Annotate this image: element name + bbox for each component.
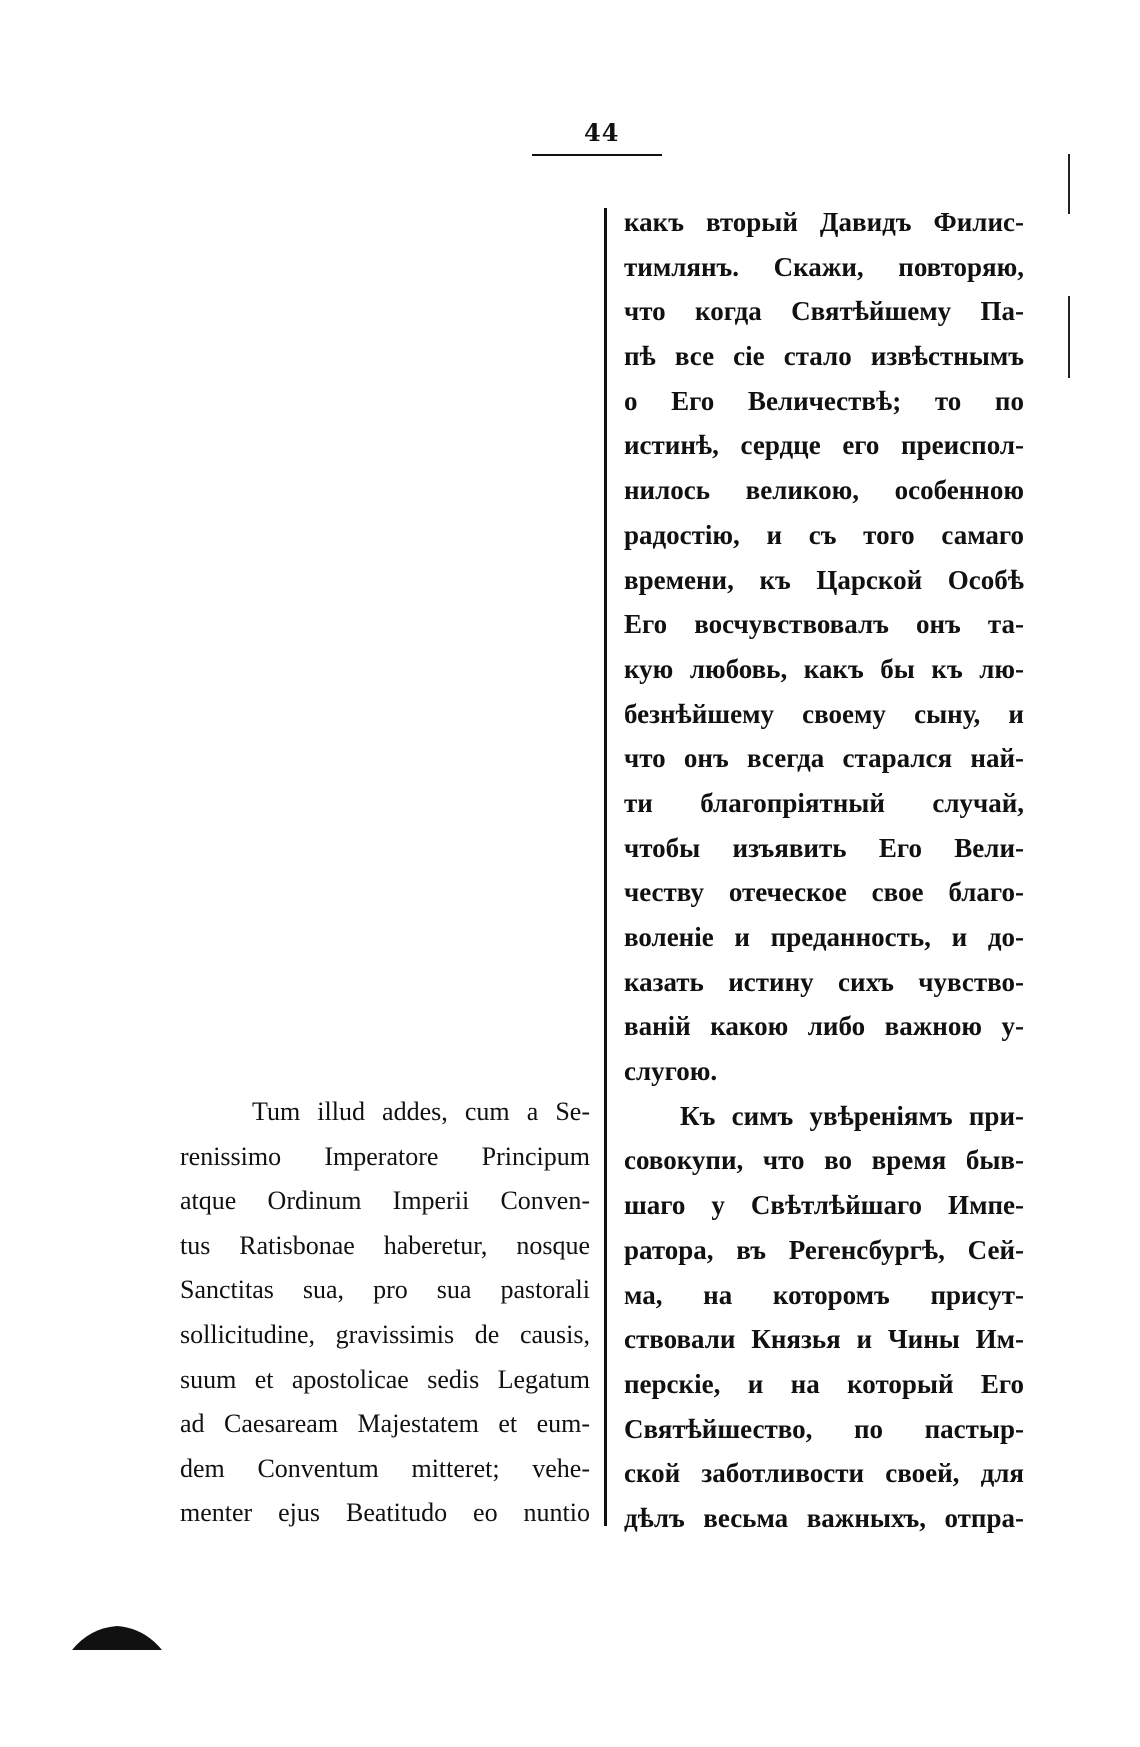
russian-line: что онъ всегда старался най- <box>624 743 1024 774</box>
russian-column <box>624 200 1024 1541</box>
tailpiece-ornament-icon <box>72 1624 162 1650</box>
russian-line: честву отеческое свое благо- <box>624 877 1024 908</box>
edge-mark-top <box>1068 154 1070 214</box>
latin-line: Tum illud addes, cum a Se- <box>252 1097 590 1126</box>
russian-line: перскіе, и на который Его <box>624 1368 1024 1399</box>
latin-line: Sanctitas sua, pro sua pastorali <box>180 1275 590 1305</box>
column-divider <box>604 208 607 1526</box>
russian-line: слугою. <box>624 1056 718 1087</box>
russian-line: кую любовь, какъ бы къ лю- <box>624 653 1024 684</box>
russian-line: совокупи, что во время быв- <box>624 1145 1024 1176</box>
latin-line: dem Conventum mitteret; vehe- <box>180 1453 590 1483</box>
russian-line: ской заботливости своей, для <box>624 1458 1024 1489</box>
russian-line: воленіе и преданность, и до- <box>624 922 1024 952</box>
russian-line: времени, къ Царской Особѣ <box>624 564 1024 595</box>
russian-line: Къ симъ увѣреніямъ при- <box>680 1100 1024 1131</box>
latin-line: renissimo Imperatore Principum <box>180 1141 590 1171</box>
russian-line: безнѣйшему своему сыну, и <box>624 698 1024 729</box>
russian-line: шаго у Свѣтлѣйшаго Импе- <box>624 1190 1024 1221</box>
russian-line: Святѣйшество, по пастыр- <box>624 1413 1024 1444</box>
russian-line: ствовали Князья и Чины Им- <box>624 1324 1024 1355</box>
latin-line: atque Ordinum Imperii Conven- <box>180 1186 590 1216</box>
russian-line: истинѣ, сердце его преиспол- <box>624 430 1024 461</box>
russian-line: о Его Величествѣ; то по <box>624 385 1024 416</box>
russian-line: дѣлъ весьма важныхъ, отпра- <box>624 1502 1024 1533</box>
russian-line: какъ вторый Давидъ Филис- <box>624 207 1024 237</box>
russian-line: ти благопріятный случай, <box>624 787 1024 818</box>
russian-line: нилось великою, особенною <box>624 475 1024 506</box>
latin-line: menter ejus Beatitudo eo nuntio <box>180 1498 590 1528</box>
latin-column <box>180 1090 590 1536</box>
russian-line: ратора, въ Регенсбургѣ, Сей- <box>624 1234 1024 1265</box>
page-number: 44 <box>584 118 620 147</box>
header-rule <box>532 154 662 156</box>
russian-line: пѣ все сіе стало извѣстнымъ <box>624 341 1024 372</box>
russian-line: чтобы изъявить Его Вели- <box>624 832 1024 863</box>
latin-line: ad Caesaream Majestatem et eum- <box>180 1409 590 1439</box>
edge-mark-middle <box>1068 296 1070 378</box>
russian-line: Его восчувствовалъ онъ та- <box>624 609 1024 640</box>
latin-line: suum et apostolicae sedis Legatum <box>180 1364 590 1394</box>
russian-line: тимлянъ. Скажи, повторяю, <box>624 251 1024 282</box>
russian-line: радостію, и съ того самаго <box>624 519 1024 550</box>
russian-line: ваній какою либо важною у- <box>624 1011 1024 1042</box>
latin-line: sollicitudine, gravissimis de causis, <box>180 1319 590 1349</box>
russian-line: ма, на которомъ присут- <box>624 1279 1024 1310</box>
russian-line: казать истину сихъ чувство- <box>624 966 1024 997</box>
russian-line: что когда Святѣйшему Па- <box>624 296 1024 327</box>
latin-line: tus Ratisbonae haberetur, nosque <box>180 1230 590 1260</box>
